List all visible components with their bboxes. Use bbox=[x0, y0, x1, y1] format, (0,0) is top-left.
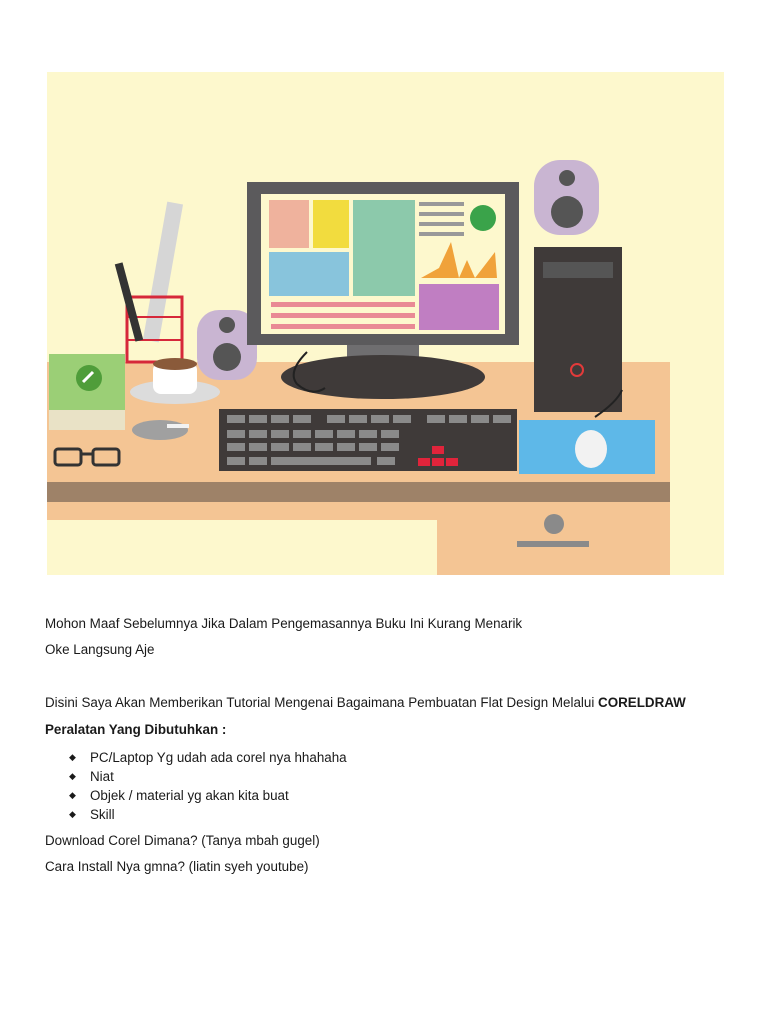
tools-heading: Peralatan Yang Dibutuhkan : bbox=[45, 722, 227, 737]
desk-edge bbox=[47, 482, 670, 502]
bullet-icon: ◆ bbox=[69, 809, 76, 819]
list-item: ◆ Skill bbox=[69, 807, 115, 822]
tutorial-text bbox=[45, 695, 686, 710]
tutorial-software-name: CORELDRAW bbox=[598, 695, 686, 710]
list-item: ◆ Niat bbox=[69, 769, 114, 784]
download-text: Download Corel Dimana? (Tanya mbah gugel) bbox=[45, 833, 320, 848]
ashtray bbox=[132, 420, 188, 440]
bullet-icon: ◆ bbox=[69, 752, 76, 762]
drawer-handle bbox=[517, 541, 589, 547]
desk-computer-illustration bbox=[47, 72, 724, 575]
list-item: ◆ PC/Laptop Yg udah ada corel nya hhahaha bbox=[69, 750, 347, 765]
tools-list bbox=[69, 748, 347, 824]
intro-text: Oke Langsung Aje bbox=[45, 642, 155, 657]
mouse bbox=[575, 430, 607, 468]
bullet-icon: ◆ bbox=[69, 790, 76, 800]
apology-text: Mohon Maaf Sebelumnya Jika Dalam Pengemasannya Buku Ini Kurang Menarik bbox=[45, 616, 523, 631]
tutorial-prefix: Disini Saya Akan Memberikan Tutorial Mengenai Bagaimana Pembuatan Flat Design Melalui bbox=[45, 695, 599, 710]
desk-apron bbox=[47, 502, 670, 520]
list-item: ◆ Objek / material yg akan kita buat bbox=[69, 788, 289, 803]
drawer-knob bbox=[544, 514, 564, 534]
bullet-icon: ◆ bbox=[69, 771, 76, 781]
install-text: Cara Install Nya gmna? (liatin syeh youtube) bbox=[45, 859, 309, 874]
book-pages bbox=[49, 410, 125, 430]
